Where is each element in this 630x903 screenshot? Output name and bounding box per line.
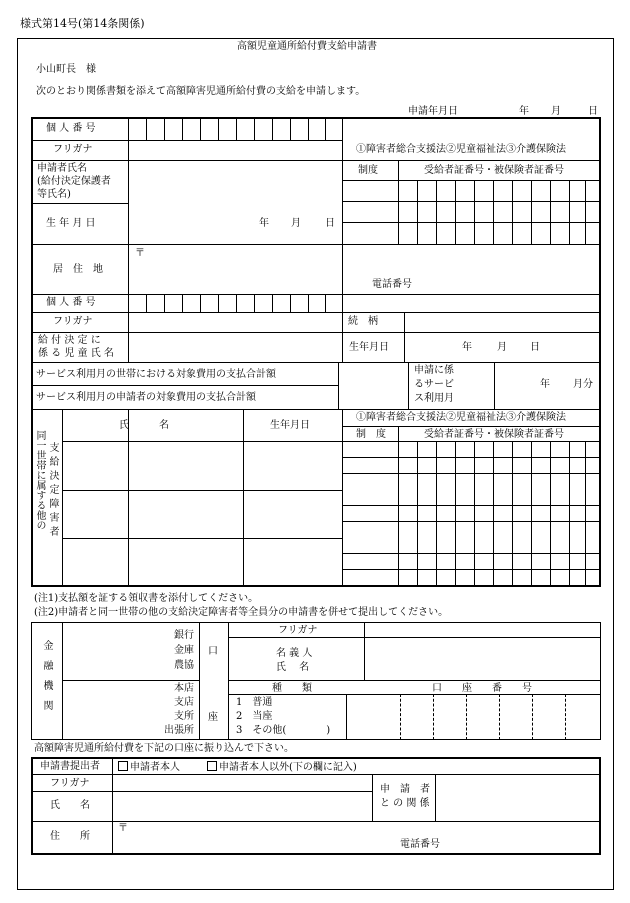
applicant-name-label-3: 等氏名) <box>37 189 71 200</box>
application-date-year: 年 <box>519 106 529 117</box>
application-date-day: 日 <box>588 106 598 117</box>
note-1: (注1)支払額を証する領収書を添付してください。 <box>34 593 259 604</box>
service-month-label-1: 申請に係 <box>414 365 454 376</box>
account-number-label: 口 座 番 号 <box>432 683 532 694</box>
applicant-postal-mark: 〒 <box>135 248 145 259</box>
account-type-label: 種 類 <box>272 683 312 694</box>
submitter-postal-mark: 〒 <box>118 823 128 834</box>
applicant-law-options: ①障害者総合支援法②児童福祉法③介護保険法 <box>356 144 566 155</box>
account-type-option-3[interactable]: 3 その他( ) <box>236 725 331 736</box>
form-id: 様式第14号(第14条関係) <box>20 17 145 30</box>
note-2: (注2)申請者と同一世帯の他の支給決定障害者等全員分の申請書を併せて提出してください。 <box>34 607 449 618</box>
account-type-option-1[interactable]: 1 普通 <box>236 697 273 708</box>
checkbox-icon[interactable] <box>207 761 217 771</box>
submitter-furigana-label: フリガナ <box>50 778 90 789</box>
submitter-name-label: 氏 名 <box>50 800 90 811</box>
applicant-seido-header: 制度 <box>358 165 378 176</box>
bank-table <box>31 622 601 740</box>
bank-type-2: 金庫 <box>174 645 194 656</box>
account-type-option-2[interactable]: 2 当座 <box>236 711 273 722</box>
submitter-relation-label-2: と の 関 係 <box>380 798 430 809</box>
service-month-label-2: るサービ <box>414 379 454 390</box>
bank-type-1: 銀行 <box>174 630 194 641</box>
submitter-address-label: 住 所 <box>50 831 90 842</box>
bank-furigana-label: フリガナ <box>278 625 318 636</box>
child-birth-year: 年 <box>462 342 472 353</box>
applicant-birth-label: 生 年 月 日 <box>46 218 96 229</box>
applicant-name-label-2: (給付決定保護者 <box>37 176 111 187</box>
addressee: 小山町長 様 <box>36 64 96 75</box>
account-holder-label-2: 氏 名 <box>276 662 310 673</box>
applicant-name-label-1: 申請者氏名 <box>37 163 87 174</box>
submitter-label: 申請書提出者 <box>40 761 100 772</box>
child-birth-label: 生年月日 <box>349 342 389 353</box>
applicant-furigana-label: フリガナ <box>53 144 93 155</box>
kouza-label-2: 座 <box>208 712 218 723</box>
service-month-label-3: ス利用月 <box>414 393 454 404</box>
application-date-month: 月 <box>551 106 561 117</box>
account-holder-label-1: 名 義 人 <box>276 648 313 659</box>
intro-text: 次のとおり関係書類を添えて高額障害児通所給付費の支給を申請します。 <box>36 86 366 97</box>
child-birth-day: 日 <box>530 342 540 353</box>
bank-type-3: 農協 <box>174 660 194 671</box>
applicant-phone-label: 電話番号 <box>372 279 412 290</box>
service-month-month: 月分 <box>573 379 593 390</box>
submitter-option-self[interactable]: 申請者本人 <box>118 761 180 774</box>
service-month-year: 年 <box>540 379 550 390</box>
applicant-total-label: サービス利用月の申請者の対象費用の支払合計額 <box>36 392 256 403</box>
bank-branch-3: 支所 <box>174 711 194 722</box>
checkbox-icon[interactable] <box>118 761 128 771</box>
bank-branch-2: 支店 <box>174 697 194 708</box>
household-law-options: ①障害者総合支援法②児童福祉法③介護保険法 <box>356 412 566 423</box>
household-total-label: サービス利用月の世帯における対象費用の支払合計額 <box>36 369 276 380</box>
household-vertical-label-2: 支給決定障害者 <box>47 442 58 540</box>
bank-branch-1: 本店 <box>174 683 194 694</box>
household-vertical-label-1: 同一世帯に属する他の <box>34 430 45 530</box>
applicant-birth-day: 日 <box>325 218 335 229</box>
applicant-kojin-bango-label: 個 人 番 号 <box>46 123 96 134</box>
bank-branch-4: 出張所 <box>164 725 194 736</box>
applicant-birth-month: 月 <box>291 218 301 229</box>
main-table <box>31 117 601 587</box>
child-name-label-1: 給 付 決 定 に <box>38 335 101 346</box>
bank-vertical-label: 金融機関 <box>41 640 52 720</box>
page-title: 高額児童通所給付費支給申請書 <box>237 41 377 52</box>
child-name-label-2: 係 る 児 童 氏 名 <box>38 348 114 359</box>
submitter-option-other[interactable]: 申請者本人以外(下の欄に記入) <box>207 761 357 774</box>
child-relation-label: 続 柄 <box>348 316 378 327</box>
child-kojin-bango-label: 個 人 番 号 <box>46 297 96 308</box>
household-name-header: 氏 名 <box>119 420 169 431</box>
transfer-request: 高額障害児通所給付費を下記の口座に振り込んで下さい。 <box>34 743 294 754</box>
submitter-relation-label-1: 申 請 者 <box>380 784 430 795</box>
child-furigana-label: フリガナ <box>53 316 93 327</box>
submitter-phone-label: 電話番号 <box>400 839 440 850</box>
household-birth-header: 生年月日 <box>270 420 310 431</box>
applicant-recipient-no-header: 受給者証番号・被保険者証番号 <box>424 165 564 176</box>
child-birth-month: 月 <box>497 342 507 353</box>
household-recipient-no-header: 受給者証番号・被保険者証番号 <box>424 429 564 440</box>
household-seido-header: 制 度 <box>356 429 386 440</box>
kouza-label-1: 口 <box>208 646 218 657</box>
applicant-address-label: 居 住 地 <box>53 264 103 275</box>
applicant-birth-year: 年 <box>259 218 269 229</box>
application-date-label: 申請年月日 <box>408 106 458 117</box>
